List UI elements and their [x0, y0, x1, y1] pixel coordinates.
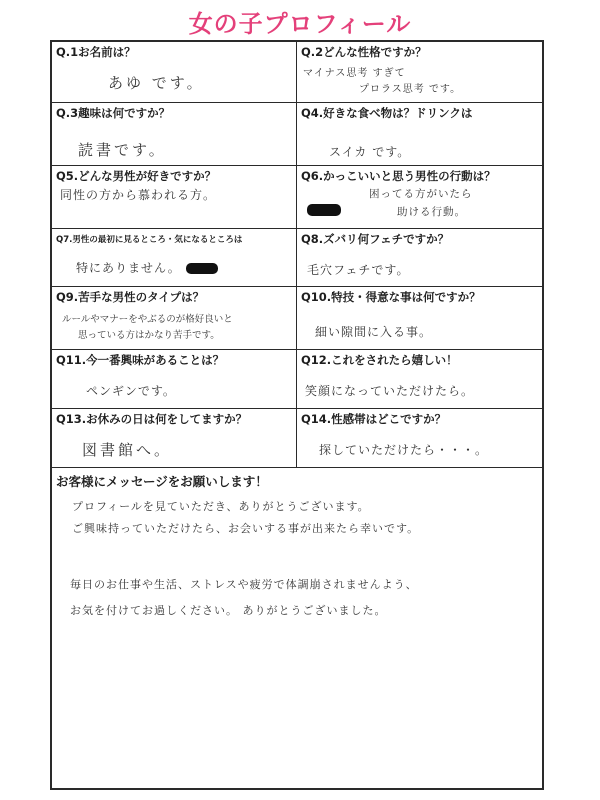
question-cell-7	[52, 229, 297, 287]
answer-line	[76, 259, 218, 276]
question-cell-9	[52, 287, 297, 350]
question-label: Q11.今一番興味があることは？	[56, 353, 225, 367]
question-label: Q7.男性の最初に見るところ・気になるところは	[56, 235, 243, 245]
question-cell-3	[52, 103, 297, 166]
page-title: 女の子プロフィール	[188, 10, 412, 38]
message-line: ご興味持っていただけたら、お会いする事が出来たら幸いです。	[72, 522, 420, 535]
message-heading: お客様にメッセージをお願いします！	[56, 474, 268, 489]
message-line: プロフィールを見ていただき、ありがとうございます。	[72, 500, 370, 513]
question-label: Q9.苦手な男性のタイプは？	[56, 290, 205, 304]
question-grid	[52, 42, 542, 468]
question-cell-6	[297, 166, 542, 229]
answer-text: 特にありません。	[76, 261, 181, 275]
answer-text: ルールやマナーをやぶるのが格好良いと	[62, 314, 233, 325]
answer-text: 思っている方はかなり苦手です。	[78, 330, 220, 341]
question-cell-8	[297, 229, 542, 287]
question-cell-10	[297, 287, 542, 350]
question-label: Q14.性感帯はどこですか？	[301, 412, 447, 426]
answer-text: あゆ です。	[108, 74, 205, 92]
customer-message-section	[52, 468, 542, 788]
question-cell-4	[297, 103, 542, 166]
answer-text: プロラス思考 です。	[359, 84, 462, 95]
question-label: Q8.ズバリ何フェチですか？	[301, 232, 450, 246]
answer-text: ペンギンです。	[86, 384, 176, 398]
question-label: Q.3趣味は何ですか？	[56, 106, 171, 120]
answer-text: マイナス思考 すぎて	[303, 68, 406, 79]
question-cell-12	[297, 350, 542, 409]
question-label: Q6.かっこいいと思う男性の行動は？	[301, 169, 496, 183]
message-line: 毎日のお仕事や生活、ストレスや疲労で体調崩されませんよう、	[70, 578, 418, 591]
question-label: Q5.どんな男性が好きですか？	[56, 169, 217, 183]
message-line: お気を付けてお過しください。 ありがとうございました。	[70, 604, 387, 617]
question-label: Q4.好きな食べ物は？ドリンクは	[301, 106, 473, 120]
question-label: Q12.これをされたら嬉しい！	[301, 353, 458, 367]
answer-text: 困ってる方がいたら	[369, 188, 473, 200]
question-label: Q.1お名前は？	[56, 45, 136, 59]
question-label: Q10.特技・得意な事は何ですか？	[301, 290, 481, 304]
answer-text: 図書館へ。	[82, 441, 173, 459]
question-cell-11	[52, 350, 297, 409]
profile-form	[50, 40, 544, 790]
answer-text: 助ける行動。	[397, 206, 466, 218]
answer-text: 細い隙間に入る事。	[315, 325, 433, 339]
question-cell-2	[297, 42, 542, 103]
answer-text: 笑顔になっていただけたら。	[305, 384, 475, 398]
redaction-mark	[307, 204, 341, 216]
answer-text: 読書です。	[78, 141, 167, 159]
question-cell-13	[52, 409, 297, 468]
answer-text: 探していただけたら・・・。	[319, 443, 489, 457]
answer-text: 毛穴フェチです。	[307, 263, 410, 277]
question-label: Q13.お休みの日は何をしてますか？	[56, 412, 248, 426]
question-cell-5	[52, 166, 297, 229]
question-cell-14	[297, 409, 542, 468]
answer-text: 同性の方から慕われる方。	[60, 188, 217, 202]
question-cell-1	[52, 42, 297, 103]
answer-text: スイカ です。	[329, 145, 411, 159]
question-label: Q.2どんな性格ですか？	[301, 45, 427, 59]
redaction-mark	[186, 263, 218, 274]
